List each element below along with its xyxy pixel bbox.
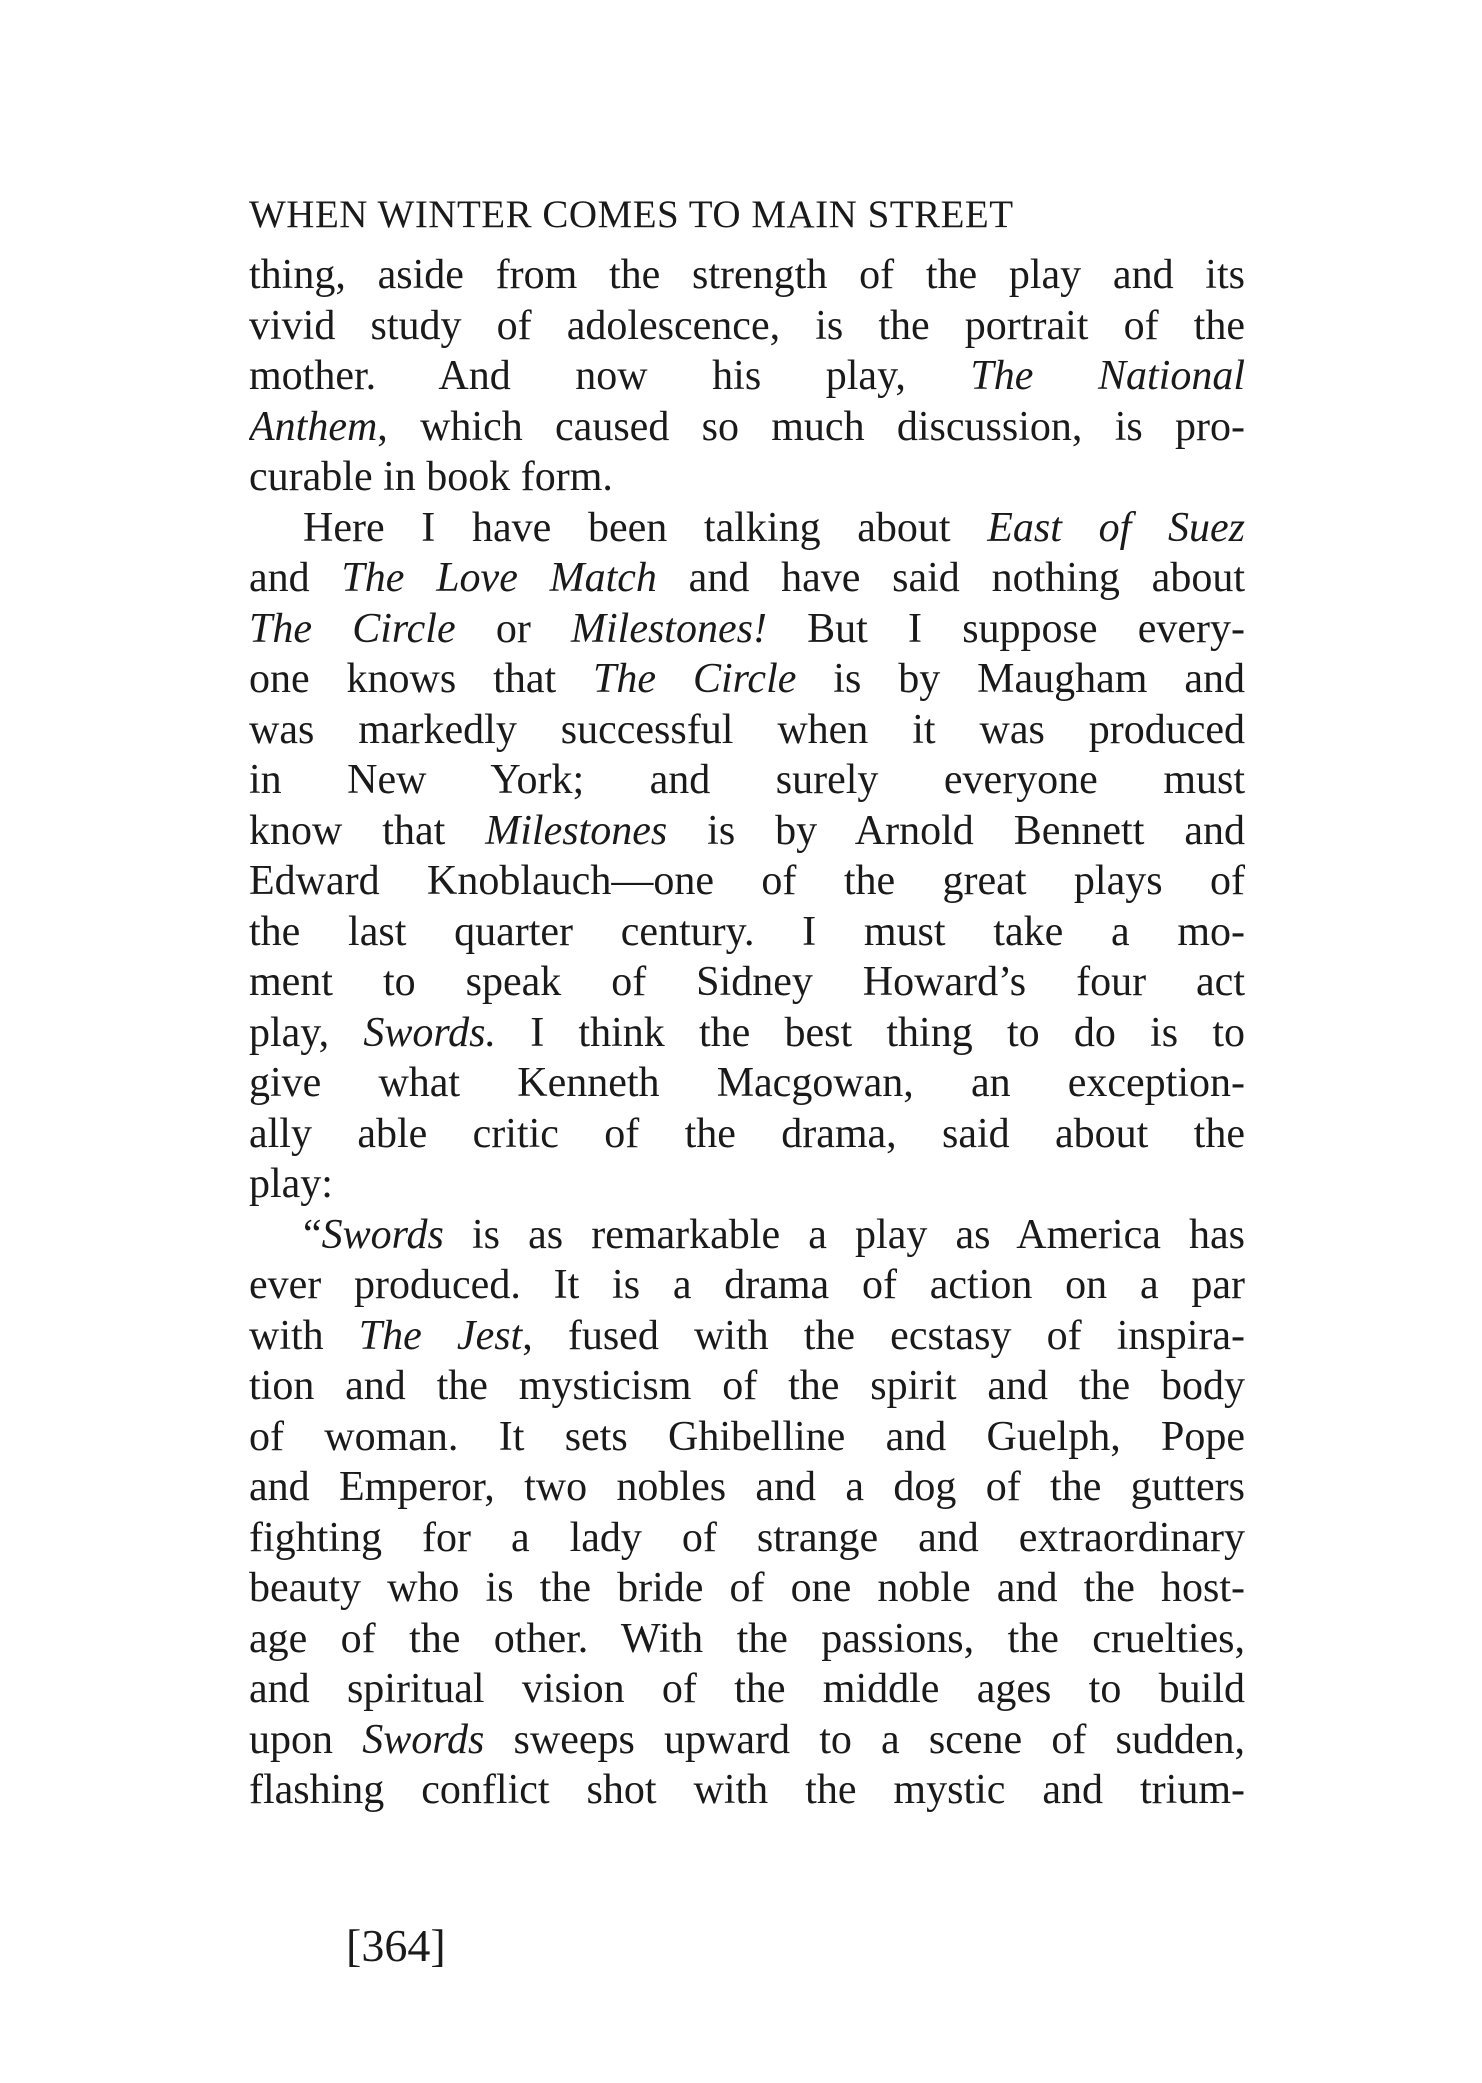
text-segment: is by Maugham and <box>796 656 1245 702</box>
text-line <box>249 806 1245 857</box>
text-segment: flashing conflict shot with the mystic and trium- <box>249 1767 1245 1813</box>
text-line <box>249 1513 1245 1564</box>
italic-title-text: Milestones <box>485 807 668 854</box>
text-segment: was markedly successful when it was produced <box>249 706 1245 753</box>
text-segment: one knows that <box>249 656 594 702</box>
text-segment: Edward Knoblauch—one of the great plays of <box>249 858 1245 904</box>
text-segment: ally able critic of the drama, said about the <box>249 1110 1245 1157</box>
text-segment: give what Kenneth Macgowan, an exception- <box>249 1060 1245 1106</box>
running-head: WHEN WINTER COMES TO MAIN STREET <box>249 193 1014 236</box>
text-segment: vivid study of adolescence, is the portrait of the <box>249 302 1245 349</box>
text-segment: and <box>249 555 342 601</box>
text-segment: upon <box>249 1716 363 1763</box>
text-line <box>249 1159 1245 1210</box>
body-text <box>249 250 1245 1816</box>
text-line <box>249 1664 1245 1715</box>
text-segment: ment to speak of Sidney Howard’s four act <box>249 959 1245 1005</box>
text-line <box>249 351 1245 402</box>
italic-title-text: Swords <box>362 1716 485 1763</box>
text-segment: I think the best thing to do is to <box>495 1009 1245 1056</box>
text-line <box>249 301 1245 352</box>
text-segment: with <box>249 1312 359 1359</box>
text-segment: sweeps upward to a scene of sudden, <box>484 1716 1245 1763</box>
text-segment: of woman. It sets Ghibelline and Guelph, Pope <box>249 1413 1245 1460</box>
text-line <box>249 1412 1245 1463</box>
text-line <box>249 856 1245 907</box>
text-line <box>249 1361 1245 1412</box>
text-line <box>249 1715 1245 1766</box>
text-line <box>249 1563 1245 1614</box>
text-segment: or <box>455 605 571 652</box>
italic-title-text: The Circle <box>593 656 797 702</box>
text-line <box>249 503 1245 554</box>
text-line <box>249 1311 1245 1362</box>
text-segment: play: <box>249 1161 333 1207</box>
text-line <box>249 553 1245 604</box>
text-segment: , fused with the ecstasy of inspira- <box>522 1312 1245 1359</box>
italic-title-text: The National <box>970 353 1245 399</box>
text-line <box>249 755 1245 806</box>
text-line <box>249 1109 1245 1160</box>
text-segment: is by Arnold Bennett and <box>667 807 1245 854</box>
text-segment: curable in book form. <box>249 454 613 500</box>
italic-title-text: The Circle <box>249 605 456 652</box>
text-segment: But I suppose every- <box>766 605 1245 652</box>
text-segment: age of the other. With the passions, the cruelties, <box>249 1615 1245 1662</box>
text-line <box>249 402 1245 453</box>
italic-title-text: East of Suez <box>987 504 1245 551</box>
text-segment: in New York; and surely everyone must <box>249 757 1245 803</box>
text-line <box>249 1058 1245 1109</box>
text-line <box>249 1210 1245 1261</box>
text-segment: tion and the mysticism of the spirit and the body <box>249 1363 1245 1409</box>
text-segment: beauty who is the bride of one noble and the host- <box>249 1565 1245 1611</box>
italic-title-text: Anthem <box>249 403 378 450</box>
text-line <box>249 1765 1245 1816</box>
text-segment: “ <box>303 1211 322 1258</box>
text-line <box>249 1462 1245 1513</box>
text-segment: mother. And now his play, <box>249 353 971 399</box>
text-segment: is as remarkable a play as America has <box>443 1211 1245 1258</box>
text-segment: and Emperor, two nobles and a dog of the gutters <box>249 1464 1245 1510</box>
text-segment: , which caused so much discussion, is pro- <box>377 403 1245 450</box>
text-segment: play, <box>249 1009 364 1056</box>
text-segment: fighting for a lady of strange and extraordinary <box>249 1514 1245 1561</box>
text-line <box>249 250 1245 301</box>
text-segment: Here I have been talking about <box>303 504 988 551</box>
text-line <box>249 1260 1245 1311</box>
text-segment: know that <box>249 807 486 854</box>
italic-title-text: The Love Match <box>341 555 657 601</box>
page-number: [364] <box>346 1920 446 1971</box>
text-segment: ever produced. It is a drama of action on a par <box>249 1262 1245 1308</box>
text-line <box>249 604 1245 655</box>
text-line <box>249 705 1245 756</box>
text-segment: thing, aside from the strength of the play and its <box>249 252 1245 298</box>
text-line <box>249 1614 1245 1665</box>
text-line <box>249 957 1245 1008</box>
text-line <box>249 654 1245 705</box>
text-line <box>249 1008 1245 1059</box>
italic-title-text: Milestones! <box>571 605 767 652</box>
italic-title-text: Swords <box>321 1211 444 1258</box>
text-segment: the last quarter century. I must take a mo- <box>249 908 1245 955</box>
italic-title-text: Swords. <box>363 1009 496 1056</box>
text-line <box>249 907 1245 958</box>
text-segment: and have said nothing about <box>656 555 1245 601</box>
italic-title-text: The Jest <box>358 1312 523 1359</box>
text-segment: and spiritual vision of the middle ages to build <box>249 1666 1245 1712</box>
text-line <box>249 452 1245 503</box>
